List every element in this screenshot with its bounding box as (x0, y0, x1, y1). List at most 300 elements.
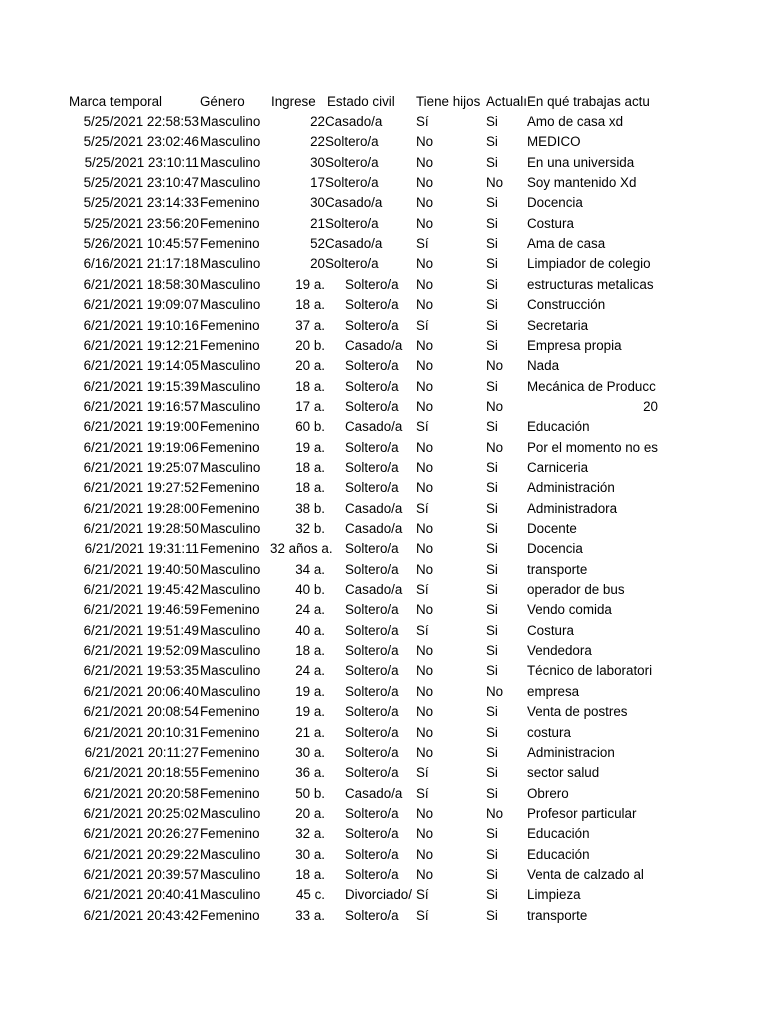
has-children-cell[interactable]: No (416, 439, 434, 455)
age-cell[interactable]: 19 a. (295, 704, 325, 720)
currently-working-cell[interactable]: Si (486, 541, 498, 557)
age-cell[interactable]: 32 a. (295, 826, 325, 842)
timestamp-cell[interactable]: 6/21/2021 19:27:52 (83, 480, 199, 496)
has-children-cell[interactable]: No (416, 276, 434, 292)
age-cell[interactable]: 18 a. (295, 459, 325, 475)
job-cell[interactable]: Docencia (527, 541, 583, 557)
timestamp-cell[interactable]: 5/25/2021 22:58:53 (83, 114, 199, 129)
civil-status-cell[interactable]: Soltero/a (345, 866, 399, 882)
age-cell[interactable]: 21 (310, 215, 325, 231)
age-cell[interactable]: 24 a. (295, 663, 325, 679)
gender-cell[interactable]: Femenino (200, 236, 260, 252)
job-cell[interactable]: Limpiador de colegio (527, 256, 651, 272)
currently-working-cell[interactable]: Si (486, 561, 498, 577)
gender-cell[interactable]: Femenino (200, 317, 260, 333)
timestamp-cell[interactable]: 6/21/2021 19:12:21 (83, 337, 199, 353)
timestamp-cell[interactable]: 6/21/2021 20:06:40 (83, 683, 199, 699)
age-cell[interactable]: 33 a. (295, 907, 325, 923)
age-cell[interactable]: 30 a. (295, 744, 325, 760)
table-row (0, 417, 768, 437)
job-cell[interactable]: Amo de casa xd (527, 114, 624, 129)
has-children-cell[interactable]: No (416, 480, 434, 496)
gender-cell[interactable]: Masculino (200, 582, 261, 598)
civil-status-cell[interactable]: Soltero/a (345, 765, 399, 781)
has-children-cell[interactable]: No (416, 398, 434, 414)
age-cell[interactable]: 20 a. (295, 805, 325, 821)
currently-working-cell[interactable]: Si (486, 154, 498, 170)
job-cell[interactable]: sector salud (527, 765, 600, 781)
gender-cell[interactable]: Femenino (200, 215, 260, 231)
table-row (0, 112, 768, 132)
civil-status-cell[interactable]: Soltero/a (345, 276, 399, 292)
civil-status-cell[interactable]: Casado/a (325, 114, 383, 129)
table-row (0, 641, 768, 661)
header-actualmente[interactable]: Actualı (486, 94, 527, 109)
gender-cell[interactable]: Masculino (200, 358, 261, 374)
timestamp-cell[interactable]: 6/21/2021 19:19:06 (83, 439, 199, 455)
currently-working-cell[interactable]: Si (486, 663, 498, 679)
job-cell[interactable]: MEDICO (527, 134, 581, 150)
gender-cell[interactable]: Femenino (200, 907, 260, 923)
job-cell[interactable]: Docencia (527, 195, 583, 211)
age-cell[interactable]: 52 (310, 236, 325, 252)
has-children-cell[interactable]: Sí (416, 765, 429, 781)
has-children-cell[interactable]: No (416, 256, 434, 272)
table-row (0, 234, 768, 254)
age-cell[interactable]: 60 b. (295, 419, 325, 435)
currently-working-cell[interactable]: Si (486, 724, 498, 740)
currently-working-cell[interactable]: No (486, 398, 504, 414)
currently-working-cell[interactable]: Si (486, 582, 498, 598)
currently-working-cell[interactable]: Si (486, 500, 498, 516)
has-children-cell[interactable]: No (416, 541, 434, 557)
civil-status-cell[interactable]: Soltero/a (325, 256, 379, 272)
age-cell[interactable]: 20 a. (295, 358, 325, 374)
has-children-cell[interactable]: No (416, 215, 434, 231)
header-marca-temporal[interactable]: Marca temporal (69, 94, 163, 109)
timestamp-cell[interactable]: 6/21/2021 19:45:42 (83, 582, 199, 598)
gender-cell[interactable]: Masculino (200, 297, 261, 313)
timestamp-cell[interactable]: 6/21/2021 20:20:58 (83, 785, 199, 801)
has-children-cell[interactable]: Sí (416, 114, 429, 129)
currently-working-cell[interactable]: Si (486, 602, 498, 618)
age-cell[interactable]: 36 a. (295, 765, 325, 781)
gender-cell[interactable]: Masculino (200, 276, 261, 292)
job-cell[interactable]: Administración (527, 480, 615, 496)
has-children-cell[interactable]: No (416, 744, 434, 760)
currently-working-cell[interactable]: Si (486, 785, 498, 801)
timestamp-cell[interactable]: 6/21/2021 18:58:30 (83, 276, 199, 292)
civil-status-cell[interactable]: Soltero/a (345, 439, 399, 455)
age-cell[interactable]: 30 (310, 195, 325, 211)
civil-status-cell[interactable]: Soltero/a (345, 317, 399, 333)
age-cell[interactable]: 18 a. (295, 378, 325, 394)
gender-cell[interactable]: Femenino (200, 785, 260, 801)
job-cell[interactable]: costura (527, 724, 571, 740)
gender-cell[interactable]: Masculino (200, 622, 261, 638)
timestamp-cell[interactable]: 6/21/2021 20:43:42 (83, 907, 199, 923)
header-genero[interactable]: Género (200, 94, 245, 109)
age-cell[interactable]: 20 b. (295, 337, 325, 353)
has-children-cell[interactable]: Sí (416, 622, 429, 638)
has-children-cell[interactable]: No (416, 683, 434, 699)
job-cell[interactable]: Ama de casa (527, 236, 606, 252)
has-children-cell[interactable]: No (416, 521, 434, 536)
civil-status-cell[interactable]: Soltero/a (345, 683, 399, 699)
age-cell[interactable]: 20 (310, 256, 325, 272)
currently-working-cell[interactable]: Si (486, 459, 498, 475)
job-cell[interactable]: Profesor particular (527, 805, 637, 821)
currently-working-cell[interactable]: Si (486, 765, 498, 781)
gender-cell[interactable]: Masculino (200, 663, 261, 679)
job-cell[interactable]: Vendo comida (527, 602, 612, 618)
table-row (0, 438, 768, 458)
timestamp-cell[interactable]: 6/21/2021 19:53:35 (83, 663, 199, 679)
gender-cell[interactable]: Masculino (200, 459, 261, 475)
civil-status-cell[interactable]: Casado/a (325, 236, 383, 252)
timestamp-cell[interactable]: 6/21/2021 19:14:05 (83, 358, 199, 374)
currently-working-cell[interactable]: Si (486, 195, 498, 211)
table-row (0, 478, 768, 498)
job-cell[interactable]: Nada (527, 358, 560, 374)
civil-status-cell[interactable]: Soltero/a (345, 297, 399, 313)
job-cell[interactable]: Técnico de laboratori (527, 663, 653, 679)
job-cell[interactable]: Educación (527, 419, 590, 435)
currently-working-cell[interactable]: No (486, 683, 504, 699)
timestamp-cell[interactable]: 6/21/2021 20:26:27 (83, 826, 199, 842)
timestamp-cell[interactable]: 6/21/2021 19:25:07 (83, 459, 199, 475)
timestamp-cell[interactable]: 6/21/2021 19:10:16 (83, 317, 199, 333)
currently-working-cell[interactable]: Si (486, 480, 498, 496)
gender-cell[interactable]: Femenino (200, 765, 260, 781)
civil-status-cell[interactable]: Soltero/a (325, 215, 379, 231)
timestamp-cell[interactable]: 6/21/2021 20:39:57 (83, 866, 199, 882)
civil-status-cell[interactable]: Soltero/a (345, 643, 399, 659)
header-tiene-hijos[interactable]: Tiene hijos (416, 94, 481, 109)
age-cell[interactable]: 17 (310, 175, 325, 191)
has-children-cell[interactable]: Sí (416, 887, 429, 903)
job-cell[interactable]: Por el momento no es (527, 439, 658, 455)
gender-cell[interactable]: Femenino (200, 826, 260, 842)
has-children-cell[interactable]: Sí (416, 419, 429, 435)
has-children-cell[interactable]: Sí (416, 317, 429, 333)
has-children-cell[interactable]: No (416, 459, 434, 475)
civil-status-cell[interactable]: Casado/a (345, 582, 403, 598)
age-cell[interactable]: 50 b. (295, 785, 325, 801)
timestamp-cell[interactable]: 5/25/2021 23:10:47 (83, 175, 199, 191)
job-cell[interactable]: 20 (643, 398, 658, 414)
age-cell[interactable]: 18 a. (295, 297, 325, 313)
has-children-cell[interactable]: No (416, 561, 434, 577)
civil-status-cell[interactable]: Casado/a (345, 500, 403, 516)
timestamp-cell[interactable]: 6/21/2021 20:25:02 (83, 805, 199, 821)
has-children-cell[interactable]: Sí (416, 582, 429, 598)
currently-working-cell[interactable]: Si (486, 378, 498, 394)
currently-working-cell[interactable]: Si (486, 622, 498, 638)
currently-working-cell[interactable]: Si (486, 419, 498, 435)
timestamp-cell[interactable]: 6/21/2021 19:28:50 (83, 521, 199, 536)
has-children-cell[interactable]: Sí (416, 236, 429, 252)
civil-status-cell[interactable]: Soltero/a (325, 175, 379, 191)
job-cell[interactable]: Mecánica de Producc (527, 378, 656, 394)
currently-working-cell[interactable]: Si (486, 887, 498, 903)
job-cell[interactable]: Venta de postres (527, 704, 628, 720)
currently-working-cell[interactable]: Si (486, 643, 498, 659)
civil-status-cell[interactable]: Casado/a (345, 337, 403, 353)
timestamp-cell[interactable]: 6/21/2021 20:08:54 (83, 704, 199, 720)
timestamp-cell[interactable]: 5/25/2021 23:14:33 (83, 195, 199, 211)
timestamp-cell[interactable]: 6/21/2021 20:29:22 (83, 846, 199, 862)
age-cell[interactable]: 22 (310, 114, 325, 129)
currently-working-cell[interactable]: Si (486, 317, 498, 333)
has-children-cell[interactable]: No (416, 602, 434, 618)
timestamp-cell[interactable]: 5/25/2021 23:56:20 (83, 215, 199, 231)
age-cell[interactable]: 17 a. (295, 398, 325, 414)
job-cell[interactable]: En una universida (527, 154, 635, 170)
gender-cell[interactable]: Femenino (200, 724, 260, 740)
has-children-cell[interactable]: No (416, 297, 434, 313)
table-row (0, 723, 768, 743)
has-children-cell[interactable]: No (416, 378, 434, 394)
age-cell[interactable]: 19 a. (295, 276, 325, 292)
job-cell[interactable]: Limpieza (527, 887, 581, 903)
currently-working-cell[interactable]: Si (486, 134, 498, 150)
gender-cell[interactable]: Femenino (200, 480, 260, 496)
civil-status-cell[interactable]: Soltero/a (345, 724, 399, 740)
timestamp-cell[interactable]: 6/21/2021 19:28:00 (83, 500, 199, 516)
gender-cell[interactable]: Masculino (200, 521, 261, 536)
civil-status-cell[interactable]: Soltero/a (345, 826, 399, 842)
gender-cell[interactable]: Masculino (200, 887, 261, 903)
table-row (0, 560, 768, 580)
header-ingrese[interactable]: Ingrese (271, 94, 316, 109)
has-children-cell[interactable]: No (416, 826, 434, 842)
job-cell[interactable]: Carniceria (527, 459, 589, 475)
timestamp-cell[interactable]: 5/25/2021 23:02:46 (83, 134, 199, 150)
gender-cell[interactable]: Masculino (200, 561, 261, 577)
age-cell[interactable]: 18 a. (295, 480, 325, 496)
has-children-cell[interactable]: No (416, 805, 434, 821)
civil-status-cell[interactable]: Soltero/a (345, 663, 399, 679)
civil-status-cell[interactable]: Soltero/a (345, 561, 399, 577)
job-cell[interactable]: Educación (527, 846, 590, 862)
has-children-cell[interactable]: Sí (416, 785, 429, 801)
has-children-cell[interactable]: No (416, 663, 434, 679)
table-row (0, 824, 768, 844)
age-cell[interactable]: 24 a. (295, 602, 325, 618)
currently-working-cell[interactable]: Si (486, 297, 498, 313)
job-cell[interactable]: transporte (527, 907, 588, 923)
timestamp-cell[interactable]: 6/21/2021 19:52:09 (83, 643, 199, 659)
gender-cell[interactable]: Femenino (200, 500, 260, 516)
currently-working-cell[interactable]: No (486, 358, 504, 374)
gender-cell[interactable]: Masculino (200, 378, 261, 394)
timestamp-cell[interactable]: 6/21/2021 19:09:07 (83, 297, 199, 313)
currently-working-cell[interactable]: Si (486, 846, 498, 862)
currently-working-cell[interactable]: Si (486, 704, 498, 720)
civil-status-cell[interactable]: Soltero/a (345, 744, 399, 760)
gender-cell[interactable]: Masculino (200, 846, 261, 862)
gender-cell[interactable]: Femenino (200, 439, 260, 455)
has-children-cell[interactable]: No (416, 175, 434, 191)
has-children-cell[interactable]: No (416, 337, 434, 353)
currently-working-cell[interactable]: No (486, 805, 504, 821)
civil-status-cell[interactable]: Soltero/a (345, 907, 399, 923)
table-row (0, 763, 768, 783)
age-cell[interactable]: 19 a. (295, 439, 325, 455)
currently-working-cell[interactable]: Si (486, 744, 498, 760)
currently-working-cell[interactable]: No (486, 175, 504, 191)
age-cell[interactable]: 22 (310, 134, 325, 150)
age-cell[interactable]: 32 b. (295, 521, 325, 536)
civil-status-cell[interactable]: Casado/a (325, 195, 383, 211)
civil-status-cell[interactable]: Soltero/a (345, 846, 399, 862)
job-cell[interactable]: Administradora (527, 500, 618, 516)
age-cell[interactable]: 40 a. (295, 622, 325, 638)
gender-cell[interactable]: Femenino (200, 337, 260, 353)
timestamp-cell[interactable]: 6/21/2021 19:16:57 (83, 398, 199, 414)
has-children-cell[interactable]: No (416, 846, 434, 862)
job-cell[interactable]: Administracion (527, 744, 615, 760)
gender-cell[interactable]: Femenino (200, 541, 260, 557)
civil-status-cell[interactable]: Soltero/a (325, 134, 379, 150)
civil-status-cell[interactable]: Soltero/a (345, 704, 399, 720)
currently-working-cell[interactable]: Si (486, 114, 498, 129)
header-trabajo[interactable]: En qué trabajas actu (527, 94, 650, 109)
gender-cell[interactable]: Masculino (200, 866, 261, 882)
gender-cell[interactable]: Masculino (200, 683, 261, 699)
job-cell[interactable]: Obrero (527, 785, 569, 801)
has-children-cell[interactable]: No (416, 195, 434, 211)
timestamp-cell[interactable]: 6/21/2021 19:46:59 (83, 602, 199, 618)
gender-cell[interactable]: Femenino (200, 704, 260, 720)
gender-cell[interactable]: Masculino (200, 134, 261, 150)
age-cell[interactable]: 30 a. (295, 846, 325, 862)
civil-status-cell[interactable]: Divorciado/ (345, 887, 412, 903)
job-cell[interactable]: Empresa propia (527, 337, 622, 353)
age-cell[interactable]: 18 a. (295, 866, 325, 882)
gender-cell[interactable]: Masculino (200, 175, 261, 191)
civil-status-cell[interactable]: Soltero/a (345, 480, 399, 496)
gender-cell[interactable]: Femenino (200, 195, 260, 211)
timestamp-cell[interactable]: 6/21/2021 19:15:39 (83, 378, 199, 394)
civil-status-cell[interactable]: Soltero/a (345, 398, 399, 414)
currently-working-cell[interactable]: Si (486, 826, 498, 842)
currently-working-cell[interactable]: Si (486, 215, 498, 231)
job-cell[interactable]: Costura (527, 215, 574, 231)
civil-status-cell[interactable]: Soltero/a (345, 378, 399, 394)
gender-cell[interactable]: Masculino (200, 398, 261, 414)
header-estado-civil[interactable]: Estado civil (327, 94, 395, 109)
age-cell[interactable]: 45 c. (295, 887, 325, 903)
gender-cell[interactable]: Femenino (200, 419, 260, 435)
has-children-cell[interactable]: No (416, 643, 434, 659)
job-cell[interactable]: Docente (527, 521, 577, 536)
has-children-cell[interactable]: Sí (416, 907, 429, 923)
has-children-cell[interactable]: No (416, 704, 434, 720)
timestamp-cell[interactable]: 5/25/2021 23:10:11 (84, 154, 199, 170)
timestamp-cell[interactable]: 6/21/2021 20:40:41 (83, 887, 199, 903)
timestamp-cell[interactable]: 6/21/2021 20:10:31 (83, 724, 199, 740)
job-cell[interactable]: Educación (527, 826, 590, 842)
job-cell[interactable]: Costura (527, 622, 574, 638)
job-cell[interactable]: Soy mantenido Xd (527, 175, 637, 191)
civil-status-cell[interactable]: Soltero/a (345, 459, 399, 475)
has-children-cell[interactable]: Sí (416, 500, 429, 516)
timestamp-cell[interactable]: 6/21/2021 20:11:27 (84, 744, 199, 760)
table-row (0, 499, 768, 519)
timestamp-cell[interactable]: 6/21/2021 20:18:55 (83, 765, 199, 781)
timestamp-cell[interactable]: 6/21/2021 19:40:50 (83, 561, 199, 577)
civil-status-cell[interactable]: Casado/a (345, 785, 403, 801)
has-children-cell[interactable]: No (416, 724, 434, 740)
job-cell[interactable]: Secretaria (527, 317, 589, 333)
timestamp-cell[interactable]: 6/16/2021 21:17:18 (83, 256, 199, 272)
currently-working-cell[interactable]: Si (486, 337, 498, 353)
job-cell[interactable]: Vendedora (527, 643, 592, 659)
age-cell[interactable]: 37 a. (295, 317, 325, 333)
gender-cell[interactable]: Masculino (200, 643, 261, 659)
currently-working-cell[interactable]: Si (486, 276, 498, 292)
timestamp-cell[interactable]: 6/21/2021 19:31:11 (84, 541, 199, 557)
civil-status-cell[interactable]: Soltero/a (345, 805, 399, 821)
gender-cell[interactable]: Masculino (200, 256, 261, 272)
job-cell[interactable]: transporte (527, 561, 588, 577)
civil-status-cell[interactable]: Casado/a (345, 521, 403, 536)
currently-working-cell[interactable]: Si (486, 866, 498, 882)
age-cell[interactable]: 21 a. (295, 724, 325, 740)
job-cell[interactable]: Venta de calzado al (527, 866, 644, 882)
age-cell[interactable]: 30 (310, 154, 325, 170)
civil-status-cell[interactable]: Soltero/a (345, 622, 399, 638)
gender-cell[interactable]: Masculino (200, 114, 261, 129)
age-cell[interactable]: 19 a. (295, 683, 325, 699)
civil-status-cell[interactable]: Casado/a (345, 419, 403, 435)
job-cell[interactable]: estructuras metalicas (527, 276, 654, 292)
job-cell[interactable]: Construcción (527, 297, 606, 313)
currently-working-cell[interactable]: Si (486, 236, 498, 252)
timestamp-cell[interactable]: 6/21/2021 19:51:49 (83, 622, 199, 638)
civil-status-cell[interactable]: Soltero/a (345, 602, 399, 618)
gender-cell[interactable]: Masculino (200, 805, 261, 821)
age-cell[interactable]: 18 a. (295, 643, 325, 659)
civil-status-cell[interactable]: Soltero/a (345, 358, 399, 374)
currently-working-cell[interactable]: Si (486, 521, 498, 536)
has-children-cell[interactable]: No (416, 154, 434, 170)
age-cell[interactable]: 40 b. (295, 582, 325, 598)
gender-cell[interactable]: Masculino (200, 154, 261, 170)
currently-working-cell[interactable]: Si (486, 907, 498, 923)
currently-working-cell[interactable]: No (486, 439, 504, 455)
table-row (0, 865, 768, 885)
job-cell[interactable]: operador de bus (527, 582, 625, 598)
currently-working-cell[interactable]: Si (486, 256, 498, 272)
has-children-cell[interactable]: No (416, 866, 434, 882)
civil-status-cell[interactable]: Soltero/a (345, 541, 399, 557)
age-cell[interactable]: 34 a. (295, 561, 325, 577)
has-children-cell[interactable]: No (416, 134, 434, 150)
timestamp-cell[interactable]: 5/26/2021 10:45:57 (83, 236, 199, 252)
gender-cell[interactable]: Femenino (200, 602, 260, 618)
job-cell[interactable]: empresa (527, 683, 580, 699)
table-row (0, 702, 768, 722)
has-children-cell[interactable]: No (416, 358, 434, 374)
civil-status-cell[interactable]: Soltero/a (325, 154, 379, 170)
age-cell[interactable]: 32 años a. (270, 541, 333, 557)
timestamp-cell[interactable]: 6/21/2021 19:19:00 (83, 419, 199, 435)
age-cell[interactable]: 38 b. (295, 500, 325, 516)
gender-cell[interactable]: Femenino (200, 744, 260, 760)
